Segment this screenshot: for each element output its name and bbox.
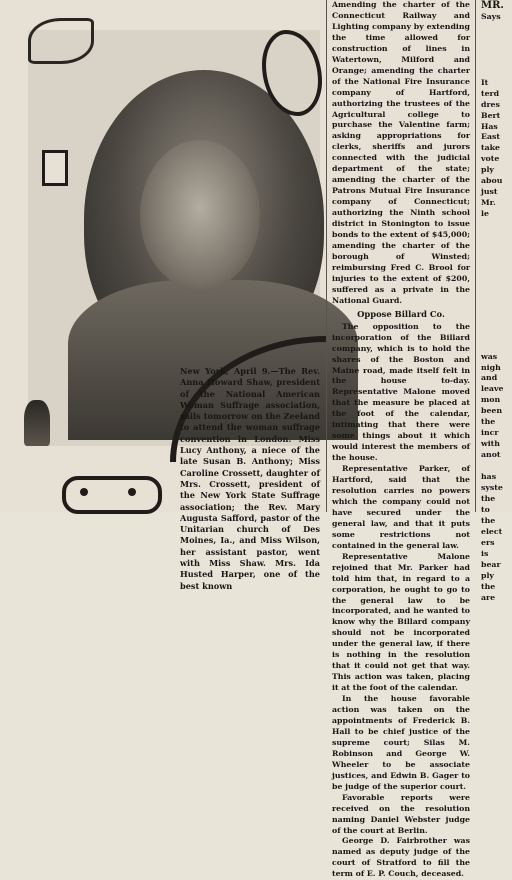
fragment-line: abou (481, 176, 503, 186)
fragment-line (481, 67, 512, 78)
fragment-line (481, 220, 512, 231)
cartouche-dot-icon (80, 488, 88, 496)
fragment-line: is (481, 548, 489, 558)
fragment-line: elect (481, 526, 503, 536)
fragment-line: Has (481, 121, 498, 131)
article-paragraph: Representative Malone rejoined that Mr. Parker had told him that, in regard to a corporation, he ought to go to the general law to be incorporated, and he wanted to know why the Billard company should not be incorporated under the general law, if there is nothing in the resolution that it could not get that way. This action was taken, placing it at the foot of the calendar. (332, 551, 470, 693)
fragment-line: and (481, 373, 498, 383)
fragment-line: the (481, 493, 496, 503)
fragment-line: mon (481, 395, 501, 405)
fragment-line: with (481, 439, 500, 449)
fragment-line (481, 297, 512, 308)
article-paragraph: Amending the charter of the Connecticut Railway and Lighting company by extending the time allowed for construction of lines in Watertown, Milford and Orange; amending the charter of the National Fire Insurance company of Hartford, authorizing the trustees of the Agricultural college to purchase the Valentine farm; asking appropriations for clerks, sheriffs and jurors connected with the judicial department of the state; amending the charter of the Patrons Mutual Fire Insurance company of Connecticut; authorizing the Ninth school district in Stonington to issue bonds to the extent of $45,000; amending the charter of the borough of Winsted; reimbursing Fred C. Brool for injuries to the extent of $200, suffered as a private in the National Guard. (332, 0, 470, 305)
article-column (326, 0, 476, 879)
adjacent-column-fragment (478, 0, 512, 602)
fragment-line (481, 23, 512, 34)
fragment-headline: MR. (481, 0, 504, 11)
portrait-face (140, 140, 260, 290)
article-subheading: Oppose Billard Co. (357, 308, 445, 319)
scroll-ornament-icon (28, 18, 94, 64)
fragment-line: the (481, 581, 496, 591)
fragment-line: Mr. (481, 198, 496, 208)
fragment-line (481, 34, 512, 45)
fragment-line: terd (481, 88, 500, 98)
fragment-line: It (481, 77, 489, 87)
cartouche-dot-icon (128, 488, 136, 496)
fragment-line: to (481, 504, 490, 514)
fragment-line (481, 341, 512, 352)
article-paragraph: Favorable reports were received on the resolution naming Daniel Webster judge of the court at Berlin. (332, 792, 470, 835)
fragment-line (481, 330, 512, 341)
fragment-line: take (481, 143, 501, 153)
fragment-line: been (481, 406, 503, 416)
fragment-line (481, 231, 512, 242)
fragment-line (481, 45, 512, 56)
article-paragraph: The opposition to the incorporation of the Billard company, which is to hold the shares of the Boston and Maine road, made itself felt in the house to-day. Representative Malone moved that the measure be placed at the foot of the calendar, intimating that there were some things about it which would interest the members of the house. (332, 321, 470, 463)
fragment-line (481, 275, 512, 286)
fragment-line (481, 319, 512, 330)
fragment-line: just (481, 187, 498, 197)
fragment-line: Bert (481, 110, 501, 120)
fragment-line: incr (481, 428, 499, 438)
fragment-line: ply (481, 165, 494, 175)
decorative-cartouche-icon (62, 476, 162, 514)
fragment-line: the (481, 515, 496, 525)
decorative-frame-icon (42, 150, 68, 186)
article-paragraph: In the house favorable action was taken on the appointments of Frederick B. Hall to be chief justice of the supreme court; Silas M. Robinson and George W. Wheeler to be associate justices, and Edwin B. Gager to be judge of the superior court. (332, 694, 470, 791)
fragment-line: dres (481, 99, 500, 109)
fragment-line: was (481, 351, 498, 361)
fragment-line (481, 286, 512, 297)
fragment-line (481, 264, 512, 275)
fragment-line: bear (481, 559, 501, 569)
fragment-line: ply (481, 570, 494, 580)
fragment-line: has (481, 472, 497, 482)
fragment-line: anot (481, 450, 501, 460)
photo-caption: New York, April 9.—The Rev. Anna Howard Shaw, president of the National American Woman Suffrage association, sails tomorrow on the Zeeland to attend the woman suffrage convention in London. Miss Lucy Anthony, a niece of the late Susan B. Anthony; Miss Caroline Crossett, daughter of Mrs. Crossett, president of the New York State Suffrage association; the Rev. Mary Augusta Safford, pastor of the Unitarian church of Des Moines, Ia., and Miss Wilson, her assistant pastor, went with Miss Shaw. Mrs. Ida Husted Harper, one of the best known (180, 366, 320, 591)
fragment-line: nigh (481, 362, 501, 372)
fragment-line: Says (481, 12, 501, 21)
fragment-line (481, 253, 512, 264)
fragment-line (481, 308, 512, 319)
fragment-line: East (481, 132, 500, 142)
fragment-line: ers (481, 537, 495, 547)
illustration-column (0, 0, 320, 591)
article-paragraph: Representative Parker, of Hartford, said that the resolution carries no powers which the company could not have secured under the general law, and that it puts some restrictions not contained in the general law. (332, 464, 470, 550)
fragment-line: the (481, 417, 496, 427)
fragment-line (481, 242, 512, 253)
torch-icon (24, 400, 50, 446)
fragment-line: le (481, 209, 489, 219)
article-paragraph: George D. Fairbrother was named as deputy judge of the court of Stratford to fill the term of E. P. Couch, deceased. (332, 836, 470, 879)
fragment-lines (481, 12, 512, 603)
fragment-line (481, 56, 512, 67)
fragment-line: syste (481, 482, 503, 492)
fragment-line (481, 461, 512, 472)
fragment-line: are (481, 592, 496, 602)
fragment-line: leave (481, 384, 504, 394)
fragment-line: vote (481, 154, 500, 164)
